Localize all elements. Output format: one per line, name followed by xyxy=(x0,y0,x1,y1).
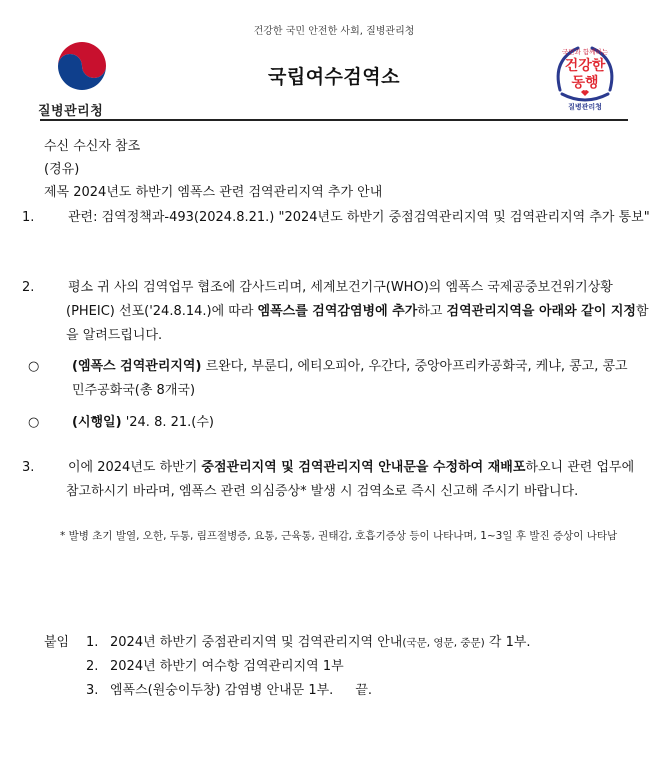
bullet-circle: ○ xyxy=(28,359,40,374)
bullet-2-label: (시행일) xyxy=(72,415,122,430)
attachment-3 xyxy=(86,679,626,703)
svg-text:국민과 함께하는: 국민과 함께하는 xyxy=(561,48,609,56)
item-2 xyxy=(22,276,650,348)
attachment-2-number: 2. xyxy=(86,659,99,674)
item-2-number: 2. xyxy=(22,280,35,295)
attachment-2-text: 2024년 하반기 여수항 검역관리지역 1부 xyxy=(110,659,344,674)
bullet-1-text: 르완다, 부룬디, 에티오피아, 우간다, 중앙아프리카공화국, 케냐, 콩고, 콩고민주공화국(총 8개국) xyxy=(72,359,628,398)
via-line: (경유) xyxy=(44,162,80,177)
attachment-1-number: 1. xyxy=(86,635,99,650)
item-3 xyxy=(22,456,650,504)
page-title: 국립여수검역소 xyxy=(268,66,400,88)
recipient-line: 수신 수신자 참조 xyxy=(44,139,141,154)
attachment-1-languages: (국문, 영문, 중문) xyxy=(402,637,485,649)
attachment-2 xyxy=(86,655,626,679)
bullet-1-label: (엠폭스 검역관리지역) xyxy=(72,359,202,374)
bullet-circle: ○ xyxy=(28,415,40,430)
subject-line: 제목 2024년도 하반기 엠폭스 관련 검역관리지역 추가 안내 xyxy=(44,185,383,200)
item-3-bold: 중점관리지역 및 검역관리지역 안내문을 수정하여 재배포 xyxy=(201,460,526,475)
campaign-badge xyxy=(548,40,622,114)
item-2-bold-a: 엠폭스를 검역감염병에 추가 xyxy=(257,304,418,319)
item-3-text-a: 이에 2024년도 하반기 xyxy=(68,460,202,475)
item-1 xyxy=(22,206,650,230)
item-2-bold-b: 검역관리지역을 아래와 같이 지정 xyxy=(446,304,636,319)
org-name: 질병관리청 xyxy=(38,104,104,119)
attachment-label: 붙임 xyxy=(44,635,70,650)
bullet-2-text: '24. 8. 21.(수) xyxy=(121,415,214,430)
svg-text:동행: 동행 xyxy=(571,75,599,91)
item-1-text: 관련: 검역정책과-493(2024.8.21.) "2024년도 하반기 중점검역관리지역 및 검역관리지역 추가 통보" xyxy=(68,210,650,225)
item-3-text-b: 하오니 관련 업무에 참고하시기 바라며, 엠폭스 관련 의심증상* 발생 시 검역소로 즉시 신고해 주시기 바랍니다. xyxy=(66,460,635,499)
attachment-3-text: 엠폭스(원숭이두창) 감염병 안내문 1부. xyxy=(110,683,334,698)
attachment-1 xyxy=(44,631,628,655)
attachment-1-text: 2024년 하반기 중점관리지역 및 검역관리지역 안내 xyxy=(110,635,403,650)
attachment-1-tail: 각 1부. xyxy=(484,635,531,650)
item-2-text-c: 함을 알려드립니다. xyxy=(66,304,649,343)
header-divider xyxy=(40,119,628,121)
header-slogan: 건강한 국민 안전한 사회, 질병관리청 xyxy=(253,26,415,37)
healthy-companion-badge-icon xyxy=(548,40,622,114)
svg-text:질병관리청: 질병관리청 xyxy=(568,103,602,111)
item-2-text-a: 평소 귀 사의 검역업무 협조에 감사드리며, 세계보건기구(WHO)의 엠폭스 국제공중보건위기상황(PHEIC) 선포('24.8.14.)에 따라 xyxy=(66,280,613,319)
symptom-footnote: * 발병 초기 발열, 오한, 두통, 림프절병증, 요통, 근육통, 권태감, 호흡기증상 등이 나타나며, 1~3일 후 발진 증상이 나타남 xyxy=(60,530,618,542)
item-1-number: 1. xyxy=(22,210,35,225)
bullet-mpox-regions xyxy=(28,355,628,403)
item-3-number: 3. xyxy=(22,460,35,475)
svg-text:건강한: 건강한 xyxy=(564,58,606,74)
item-2-text-b: 하고 xyxy=(417,304,447,319)
attachment-3-number: 3. xyxy=(86,683,99,698)
end-mark: 끝. xyxy=(355,683,373,698)
bullet-effective-date xyxy=(28,411,628,435)
